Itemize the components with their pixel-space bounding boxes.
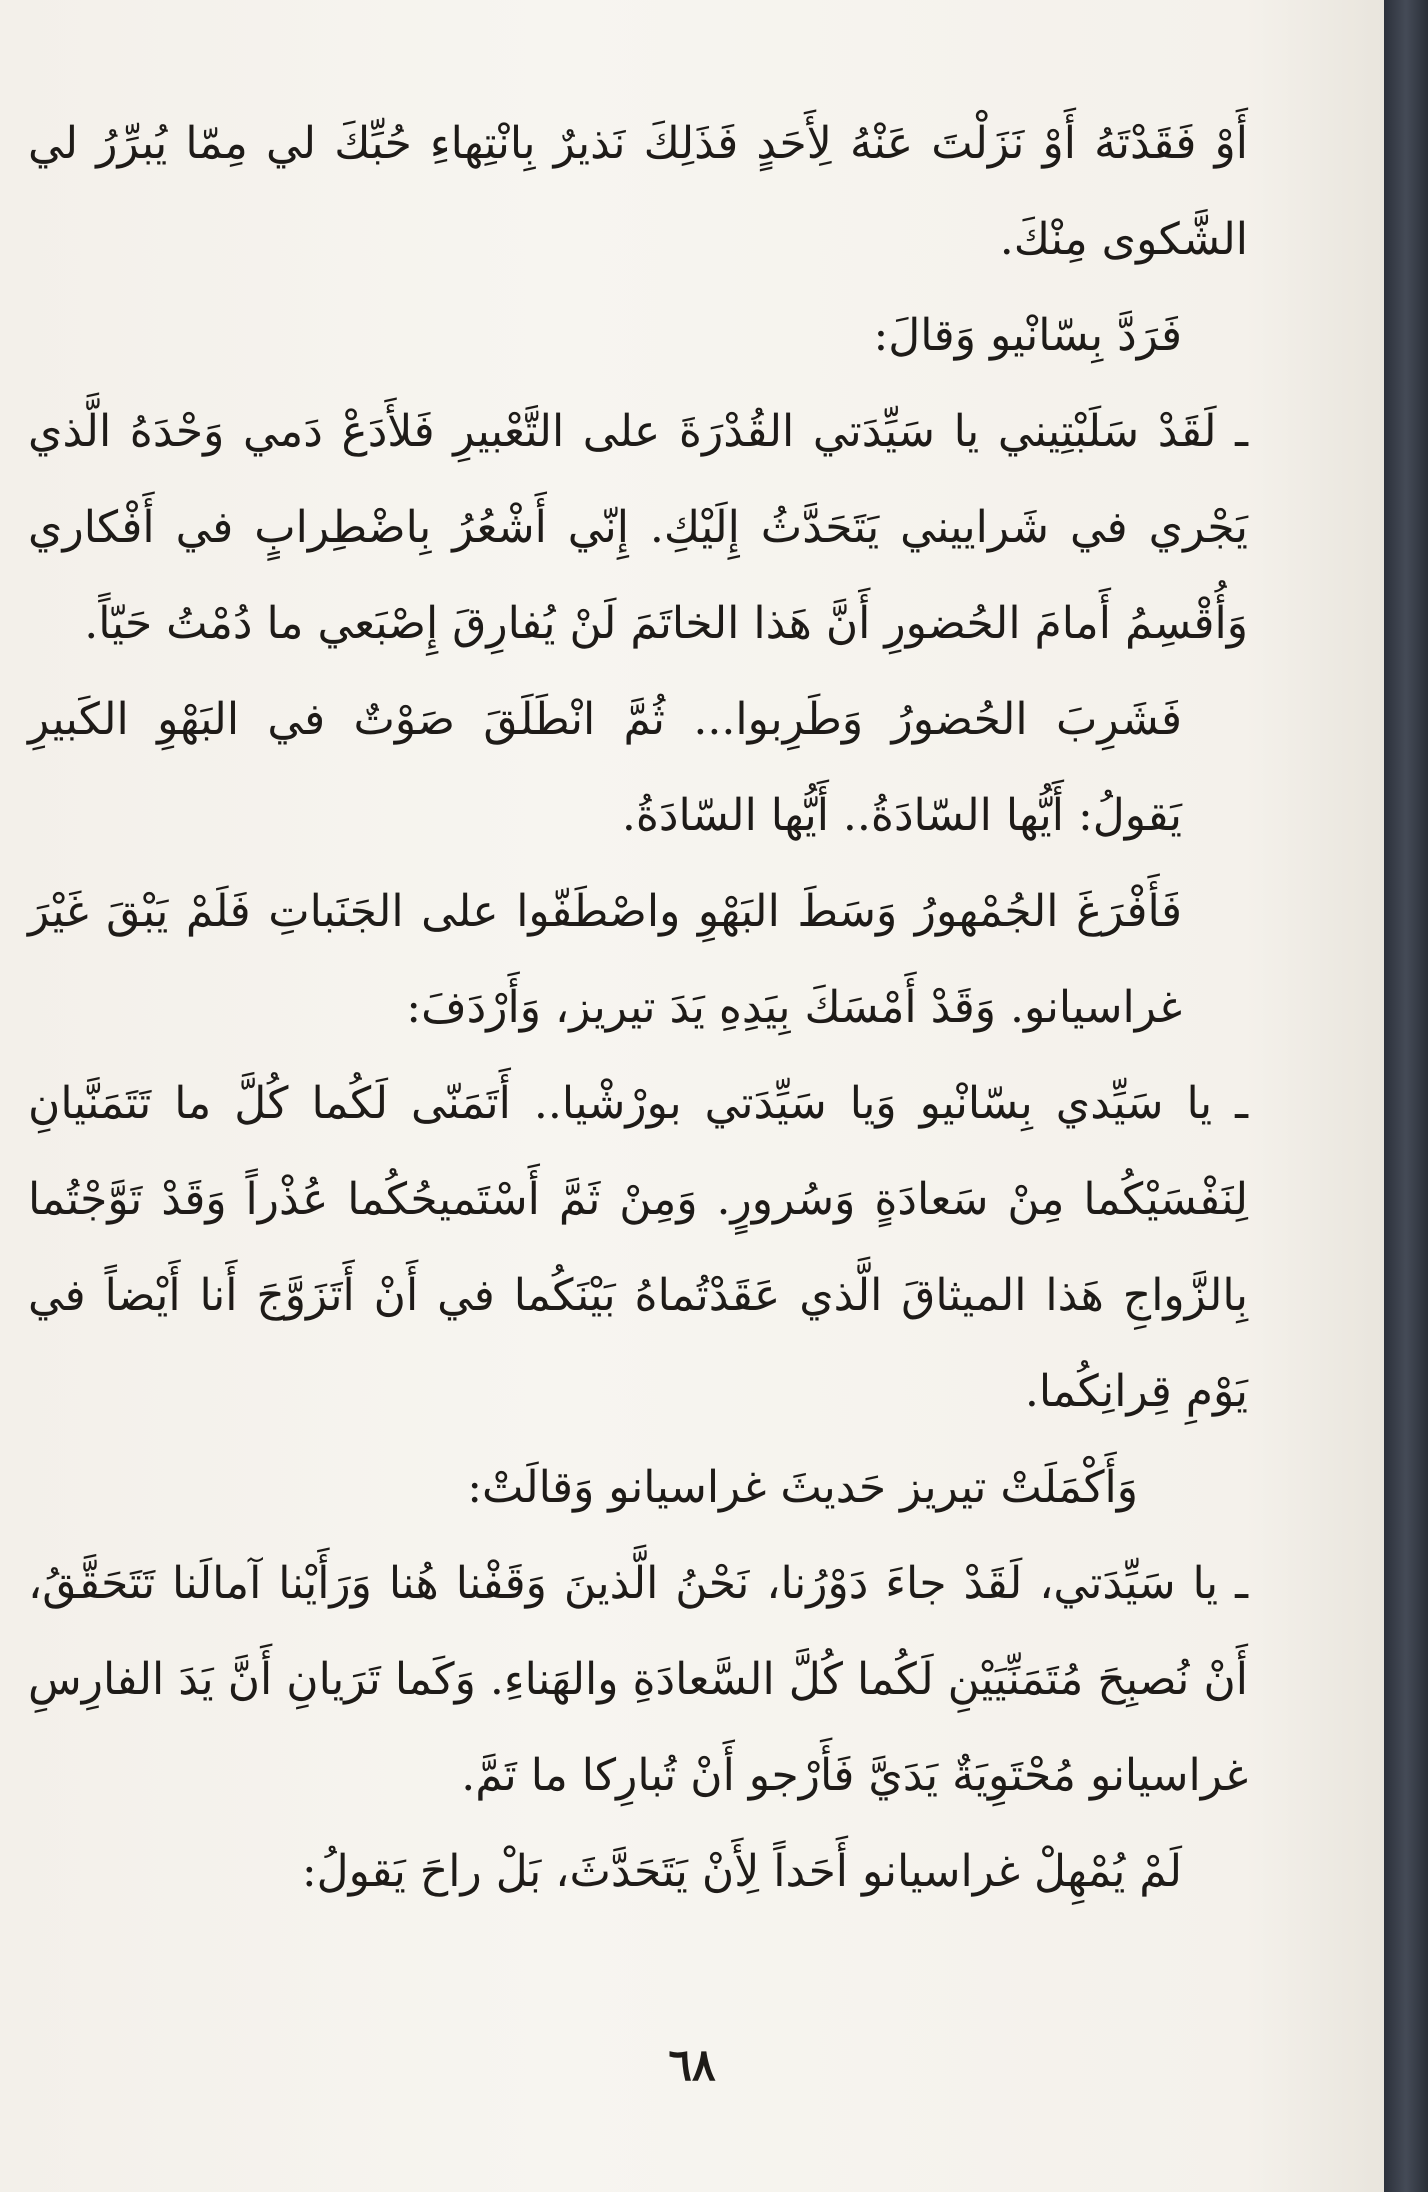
paragraph-2: فَرَدَّ بِسّانْيو وَقالَ: <box>873 310 1182 361</box>
paragraph-3: ـ لَقَدْ سَلَبْتِيني يا سَيِّدَتي القُدْرَةَ على التَّعْبيرِ فَلأَدَعْ دَمي وَحْدَهُ الَّذي يَجْري في شَراييني يَتَحَدَّثُ إِلَيْكِ. إِنّي أَشْعُرُ بِاضْطِرابٍ في أَفْكاري وَأُقْسِمُ أَمامَ الحُضورِ أَنَّ هَذا الخاتَمَ لَنْ يُفارِقَ إِصْبَعي ما دُمْتُ حَيّاً. <box>28 406 1248 649</box>
paragraph-9: لَمْ يُمْهِلْ غراسيانو أَحَداً لِأَنْ يَتَحَدَّثَ، بَلْ راحَ يَقولُ: <box>301 1846 1182 1897</box>
page-body-text <box>28 96 1248 1920</box>
paragraph-6: ـ يا سَيِّدي بِسّانْيو وَيا سَيِّدَتي بورْشْيا.. أَتَمَنّى لَكُما كُلَّ ما تَتَمَنَّيانِ لِنَفْسَيْكُما مِنْ سَعادَةٍ وَسُرورٍ. وَمِنْ ثَمَّ أَسْتَميحُكُما عُذْراً وَقَدْ تَوَّجْتُما بِالزَّواجِ هَذا الميثاقَ الَّذي عَقَدْتُماهُ بَيْنَكُما في أَنْ أَتَزَوَّجَ أَنا أَيْضاً في يَوْمِ قِرانِكُما. <box>28 1078 1248 1417</box>
paragraph-5: فَأَفْرَغَ الجُمْهورُ وَسَطَ البَهْوِ واصْطَفّوا على الجَنَباتِ فَلَمْ يَبْقَ غَيْرَ غراسيانو. وَقَدْ أَمْسَكَ بِيَدِهِ يَدَ تيريز، وَأَرْدَفَ: <box>28 886 1182 1033</box>
paragraph-4: فَشَرِبَ الحُضورُ وَطَرِبوا... ثُمَّ انْطَلَقَ صَوْتٌ في البَهْوِ الكَبيرِ يَقولُ: أَيُّها السّادَةُ.. أَيُّها السّادَةُ. <box>28 694 1182 841</box>
paragraph-1: أَوْ فَقَدْتَهُ أَوْ نَزَلْتَ عَنْهُ لِأَحَدٍ فَذَلِكَ نَذيرٌ بِانْتِهاءِ حُبِّكَ لي مِمّا يُبرِّرُ لي الشَّكوى مِنْكَ. <box>28 118 1248 265</box>
paragraph-7: وَأَكْمَلَتْ تيريز حَديثَ غراسيانو وَقالَتْ: <box>467 1462 1138 1513</box>
book-edge <box>1384 0 1428 2192</box>
page-number: ٦٨ <box>668 2040 716 2091</box>
paragraph-8: ـ يا سَيِّدَتي، لَقَدْ جاءَ دَوْرُنا، نَحْنُ الَّذينَ وَقَفْنا هُنا وَرَأَيْنا آمالَنا تَتَحَقَّقُ، أَنْ نُصبِحَ مُتَمَنِّيَيْنِ لَكُما كُلَّ السَّعادَةِ والهَناءِ. وَكَما تَرَيانِ أَنَّ يَدَ الفارِسِ غراسيانو مُحْتَوِيَةٌ يَدَيَّ فَأَرْجو أَنْ تُبارِكا ما تَمَّ. <box>28 1558 1248 1801</box>
